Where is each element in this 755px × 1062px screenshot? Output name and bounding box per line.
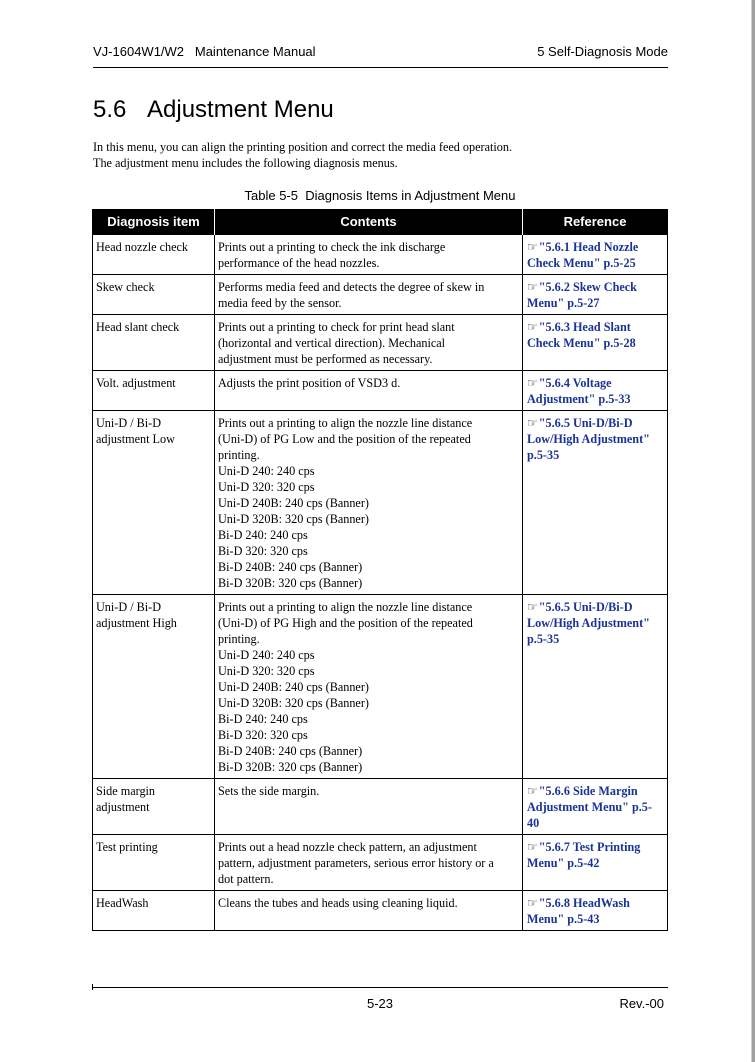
diagnosis-item-cell — [93, 891, 215, 931]
contents-cell-line: Uni-D 240: 240 cps — [218, 464, 315, 478]
contents-cell — [215, 371, 523, 411]
contents-cell-line: Performs media feed and detects the degree of skew in — [218, 280, 485, 294]
contents-cell-line: Adjusts the print position of VSD3 d. — [218, 376, 401, 390]
table-row — [93, 595, 668, 779]
column-header-contents: Contents — [215, 209, 523, 235]
running-header — [93, 44, 668, 60]
diagnosis-item-cell-line: HeadWash — [96, 896, 149, 910]
table-row — [93, 315, 668, 371]
revision-label: Rev.-00 — [619, 996, 664, 1011]
contents-cell — [215, 835, 523, 891]
contents-cell-line: printing. — [218, 448, 260, 462]
pointing-hand-icon: ☞ — [527, 376, 538, 390]
contents-cell-line: Uni-D 240: 240 cps — [218, 648, 315, 662]
reference-link[interactable] — [523, 411, 668, 595]
contents-cell-line: Sets the side margin. — [218, 784, 320, 798]
contents-cell-line: Prints out a printing to check the ink discharge — [218, 240, 446, 254]
reference-link[interactable] — [523, 891, 668, 931]
header-rule — [93, 67, 668, 68]
diagnosis-item-cell — [93, 835, 215, 891]
table-row — [93, 779, 668, 835]
contents-cell-line: (horizontal and vertical direction). Mechanical — [218, 336, 446, 350]
contents-cell-line: performance of the head nozzles. — [218, 256, 380, 270]
contents-cell — [215, 779, 523, 835]
diagnosis-item-cell — [93, 235, 215, 275]
table-header-row — [93, 209, 668, 235]
contents-cell-line: Prints out a printing to check for print head slant — [218, 320, 455, 334]
diagnosis-item-cell — [93, 371, 215, 411]
reference-link-line[interactable]: "5.6.7 Test Printing — [538, 840, 641, 854]
table-body — [93, 235, 668, 931]
intro-line-1: In this menu, you can align the printing position and correct the media feed operation. — [93, 140, 512, 154]
diagnosis-item-cell — [93, 595, 215, 779]
contents-cell-line: Bi-D 240: 240 cps — [218, 528, 308, 542]
contents-cell-line: Bi-D 320B: 320 cps (Banner) — [218, 576, 363, 590]
contents-cell-line: Bi-D 240B: 240 cps (Banner) — [218, 744, 363, 758]
contents-cell-line: Uni-D 320: 320 cps — [218, 480, 315, 494]
reference-link-line[interactable]: "5.6.5 Uni-D/Bi-D — [538, 416, 633, 430]
contents-cell-line: Uni-D 320: 320 cps — [218, 664, 315, 678]
contents-cell-line: (Uni-D) of PG Low and the position of the repeated — [218, 432, 471, 446]
contents-cell-line: Prints out a printing to align the nozzle line distance — [218, 416, 473, 430]
reference-link-line[interactable]: p.5-35 — [527, 632, 560, 646]
table-row — [93, 835, 668, 891]
pointing-hand-icon: ☞ — [527, 896, 538, 910]
section-title: Adjustment Menu — [147, 96, 334, 123]
section-heading — [93, 96, 334, 124]
contents-cell-line: Uni-D 320B: 320 cps (Banner) — [218, 512, 369, 526]
reference-link-line[interactable]: Adjustment" p.5-33 — [527, 392, 631, 406]
contents-cell-line: Uni-D 320B: 320 cps (Banner) — [218, 696, 369, 710]
intro-line-2: The adjustment menu includes the following diagnosis menus. — [93, 156, 398, 170]
intro-text — [93, 139, 512, 171]
table-row — [93, 891, 668, 931]
contents-cell-line: media feed by the sensor. — [218, 296, 342, 310]
section-number: 5.6 — [93, 96, 127, 123]
table-row — [93, 275, 668, 315]
contents-cell-line: pattern, adjustment parameters, serious error history or a — [218, 856, 494, 870]
pointing-hand-icon: ☞ — [527, 320, 538, 334]
diagnosis-item-cell-line: Uni-D / Bi-D — [96, 600, 161, 614]
reference-link[interactable] — [523, 595, 668, 779]
contents-cell-line: Uni-D 240B: 240 cps (Banner) — [218, 680, 369, 694]
diagnosis-item-cell — [93, 779, 215, 835]
contents-cell-line: dot pattern. — [218, 872, 274, 886]
contents-cell-line: adjustment must be performed as necessary. — [218, 352, 433, 366]
reference-link-line[interactable]: p.5-35 — [527, 448, 560, 462]
diagnosis-item-cell — [93, 315, 215, 371]
reference-link-line[interactable]: Menu" p.5-43 — [527, 912, 600, 926]
reference-link[interactable] — [523, 275, 668, 315]
reference-link[interactable] — [523, 835, 668, 891]
contents-cell-line: Prints out a head nozzle check pattern, an adjustment — [218, 840, 477, 854]
diagnosis-item-cell-line: Side margin — [96, 784, 156, 798]
reference-link-line[interactable]: Menu" p.5-27 — [527, 296, 600, 310]
reference-link-line[interactable]: 40 — [527, 816, 540, 830]
diagnosis-item-cell-line: adjustment — [96, 800, 150, 814]
table-row — [93, 411, 668, 595]
contents-cell-line: Bi-D 240B: 240 cps (Banner) — [218, 560, 363, 574]
contents-cell — [215, 595, 523, 779]
contents-cell-line: Bi-D 320B: 320 cps (Banner) — [218, 760, 363, 774]
reference-link-line[interactable]: Adjustment Menu" p.5- — [527, 800, 652, 814]
diagnosis-item-cell-line: Head nozzle check — [96, 240, 189, 254]
contents-cell — [215, 275, 523, 315]
contents-cell-line: Bi-D 320: 320 cps — [218, 728, 308, 742]
column-header-reference: Reference — [523, 209, 668, 235]
reference-link-line[interactable]: "5.6.8 HeadWash — [538, 896, 630, 910]
reference-link[interactable] — [523, 315, 668, 371]
reference-link-line[interactable]: "5.6.6 Side Margin — [538, 784, 638, 798]
reference-link[interactable] — [523, 779, 668, 835]
pointing-hand-icon: ☞ — [527, 784, 538, 798]
chapter-title: 5 Self-Diagnosis Mode — [537, 44, 668, 59]
contents-cell-line: Prints out a printing to align the nozzle line distance — [218, 600, 473, 614]
reference-link[interactable] — [523, 235, 668, 275]
reference-link-line[interactable]: "5.6.1 Head Nozzle — [538, 240, 639, 254]
reference-link-line[interactable]: Check Menu" p.5-25 — [527, 256, 636, 270]
diagnosis-item-cell-line: adjustment Low — [96, 432, 175, 446]
pointing-hand-icon: ☞ — [527, 840, 538, 854]
diagnosis-item-cell — [93, 275, 215, 315]
reference-link-line[interactable]: Menu" p.5-42 — [527, 856, 600, 870]
footer-rule-tick — [92, 984, 93, 990]
diagnosis-item-cell-line: Head slant check — [96, 320, 180, 334]
contents-cell-line: printing. — [218, 632, 260, 646]
contents-cell — [215, 315, 523, 371]
manual-title: VJ-1604W1/W2 Maintenance Manual — [93, 44, 316, 59]
diagnosis-item-cell-line: Test printing — [96, 840, 158, 854]
pointing-hand-icon: ☞ — [527, 280, 538, 294]
reference-link-line[interactable]: "5.6.4 Voltage — [538, 376, 612, 390]
pointing-hand-icon: ☞ — [527, 416, 538, 430]
table-row — [93, 235, 668, 275]
contents-cell — [215, 235, 523, 275]
reference-link-line[interactable]: "5.6.5 Uni-D/Bi-D — [538, 600, 633, 614]
diagnosis-item-cell-line: Uni-D / Bi-D — [96, 416, 161, 430]
page-edge — [751, 0, 755, 1062]
pointing-hand-icon: ☞ — [527, 240, 538, 254]
contents-cell — [215, 891, 523, 931]
contents-cell — [215, 411, 523, 595]
contents-cell-line: Bi-D 320: 320 cps — [218, 544, 308, 558]
reference-link-line[interactable]: Low/High Adjustment" — [527, 432, 650, 446]
diagnosis-item-cell-line: adjustment High — [96, 616, 177, 630]
reference-link-line[interactable]: Low/High Adjustment" — [527, 616, 650, 630]
contents-cell-line: Uni-D 240B: 240 cps (Banner) — [218, 496, 369, 510]
contents-cell-line: Cleans the tubes and heads using cleaning liquid. — [218, 896, 458, 910]
contents-cell-line: (Uni-D) of PG High and the position of the repeated — [218, 616, 473, 630]
footer-rule — [92, 987, 668, 988]
table-caption: Table 5-5 Diagnosis Items in Adjustment Menu — [244, 188, 516, 203]
page-number: 5-23 — [367, 996, 394, 1011]
pointing-hand-icon: ☞ — [527, 600, 538, 614]
reference-link[interactable] — [523, 371, 668, 411]
reference-link-line[interactable]: "5.6.2 Skew Check — [538, 280, 637, 294]
column-header-item: Diagnosis item — [93, 209, 215, 235]
reference-link-line[interactable]: Check Menu" p.5-28 — [527, 336, 636, 350]
reference-link-line[interactable]: "5.6.3 Head Slant — [538, 320, 631, 334]
contents-cell-line: Bi-D 240: 240 cps — [218, 712, 308, 726]
diagnosis-item-cell-line: Volt. adjustment — [96, 376, 176, 390]
diagnosis-item-cell-line: Skew check — [96, 280, 155, 294]
diagnosis-table — [92, 209, 668, 931]
diagnosis-item-cell — [93, 411, 215, 595]
table-row — [93, 371, 668, 411]
